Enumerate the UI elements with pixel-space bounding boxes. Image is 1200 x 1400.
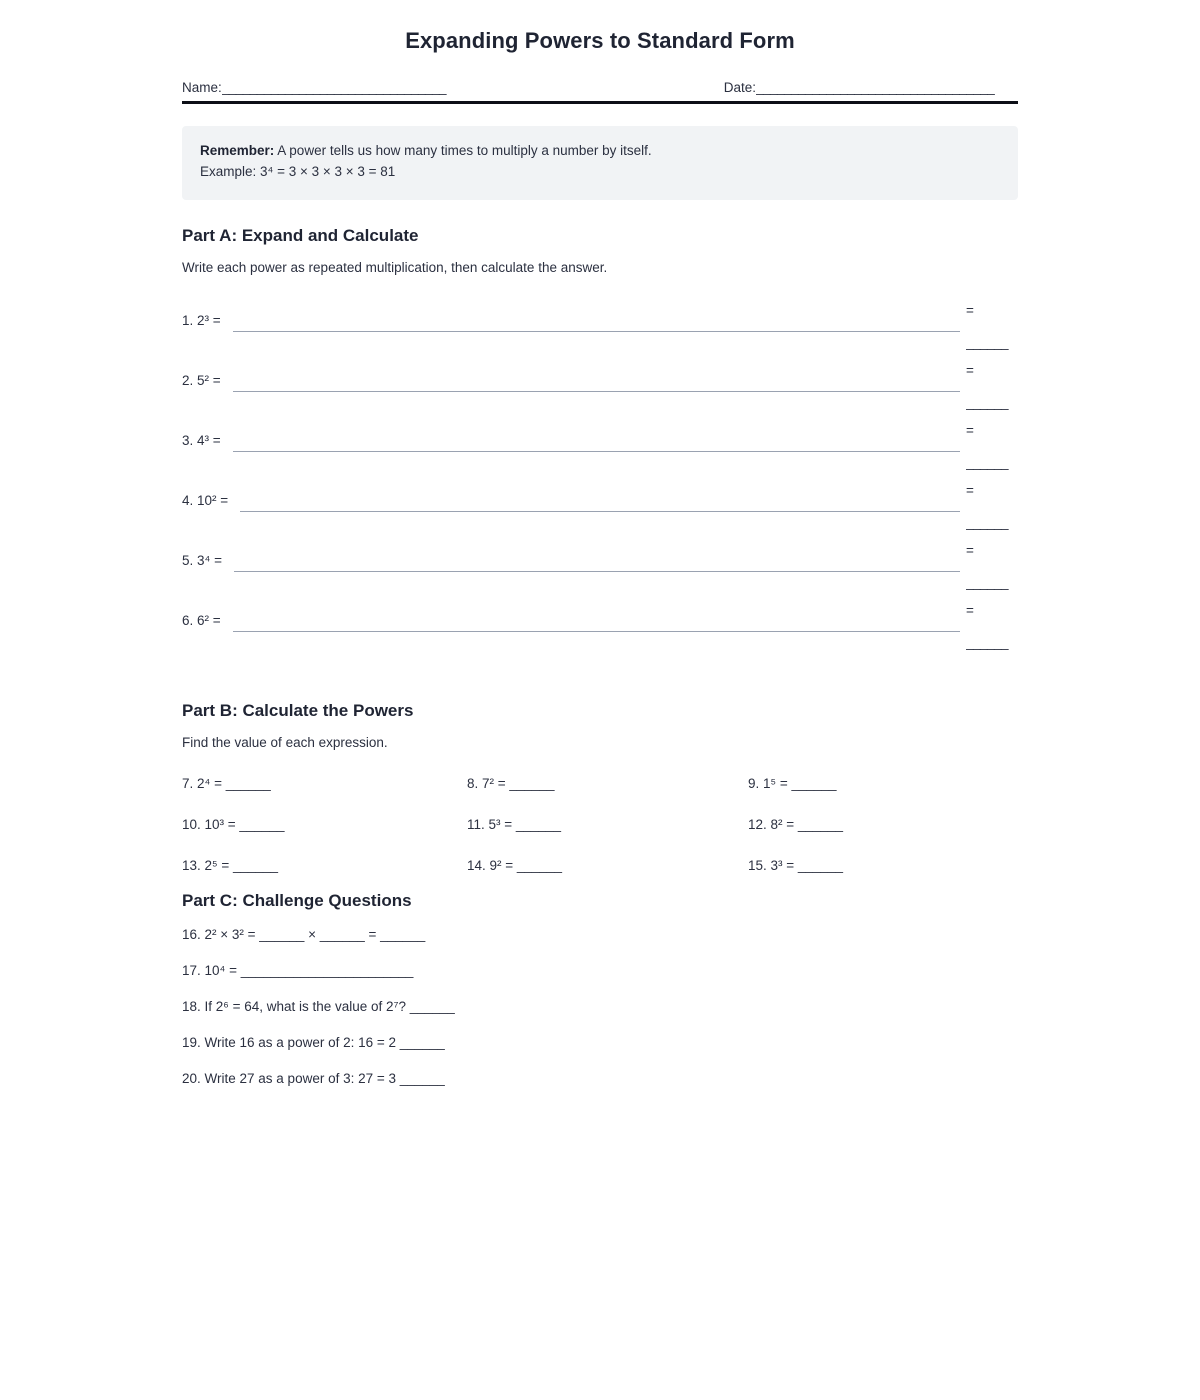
part-a-answer-blank[interactable]: ______ (966, 575, 1009, 591)
remember-callout (182, 126, 1018, 200)
part-a-heading: Part A: Expand and Calculate (182, 225, 419, 245)
name-write-in-blank[interactable]: ________________________________ (221, 80, 447, 95)
equals-sign: = (966, 482, 974, 498)
part-a-section (182, 226, 1018, 661)
worksheet-page (182, 0, 1018, 1086)
part-a-row (182, 541, 1018, 601)
part-b-item[interactable]: 9. 1⁵ = ______ (748, 775, 837, 791)
part-a-expansion-line[interactable] (234, 551, 960, 572)
part-b-section (182, 701, 1018, 873)
header-divider (182, 101, 1018, 104)
part-b-item[interactable]: 8. 7² = ______ (467, 775, 555, 791)
part-a-item-label: 5. 3⁴ = (182, 552, 222, 568)
remember-line (200, 141, 1000, 162)
part-b-item[interactable]: 11. 5³ = ______ (467, 816, 561, 832)
part-c-item[interactable]: 20. Write 27 as a power of 3: 27 = 3 ______ (182, 1070, 445, 1086)
part-a-expansion-line[interactable] (240, 491, 960, 512)
part-b-grid (182, 776, 1018, 873)
part-b-item[interactable]: 15. 3³ = ______ (748, 857, 843, 873)
equals-sign: = (966, 302, 974, 318)
part-a-expansion-line[interactable] (233, 431, 960, 452)
part-a-row (182, 361, 1018, 421)
date-write-in-blank[interactable]: __________________________________ (756, 80, 995, 95)
name-label: Name: (182, 80, 222, 95)
part-a-expansion-line[interactable] (233, 371, 960, 392)
part-a-answer-group (966, 601, 1018, 651)
part-a-answer-group (966, 361, 1018, 411)
part-c-list (182, 927, 1018, 1086)
part-b-item[interactable]: 10. 10³ = ______ (182, 816, 285, 832)
remember-lead: Remember: (200, 143, 275, 158)
part-a-row (182, 301, 1018, 361)
name-date-row (182, 80, 1018, 95)
part-a-answer-blank[interactable]: ______ (966, 395, 1009, 411)
part-b-item[interactable]: 12. 8² = ______ (748, 816, 843, 832)
part-c-item[interactable]: 16. 2² × 3² = ______ × ______ = ______ (182, 926, 426, 942)
part-a-item-label: 6. 6² = (182, 612, 221, 628)
part-a-answer-blank[interactable]: ______ (966, 635, 1009, 651)
part-b-item[interactable]: 7. 2⁴ = ______ (182, 775, 271, 791)
equals-sign: = (966, 362, 974, 378)
equals-sign: = (966, 422, 974, 438)
part-b-heading: Part B: Calculate the Powers (182, 700, 414, 720)
part-a-answer-group (966, 481, 1018, 531)
part-a-answer-group (966, 541, 1018, 591)
part-a-instructions: Write each power as repeated multiplication, then calculate the answer. (182, 259, 608, 275)
equals-sign: = (966, 602, 974, 618)
part-a-row (182, 421, 1018, 481)
remember-text: A power tells us how many times to multiply a number by itself. (274, 143, 652, 158)
part-a-item-label: 3. 4³ = (182, 432, 221, 448)
part-b-item[interactable]: 14. 9² = ______ (467, 857, 562, 873)
part-a-row (182, 481, 1018, 541)
part-c-item[interactable]: 19. Write 16 as a power of 2: 16 = 2 ______ (182, 1034, 445, 1050)
part-a-answer-blank[interactable]: ______ (966, 335, 1009, 351)
part-b-item[interactable]: 13. 2⁵ = ______ (182, 857, 279, 873)
part-a-expansion-line[interactable] (233, 311, 960, 332)
part-a-answer-group (966, 421, 1018, 471)
part-a-expansion-line[interactable] (233, 611, 960, 632)
page-title: Expanding Powers to Standard Form (405, 28, 795, 53)
part-a-row (182, 601, 1018, 661)
part-a-answer-group (966, 301, 1018, 351)
equals-sign: = (966, 542, 974, 558)
name-field-group (182, 80, 724, 95)
date-field-group (724, 80, 1018, 95)
date-label: Date: (723, 80, 756, 95)
part-c-section (182, 891, 1018, 1086)
part-a-item-label: 1. 2³ = (182, 312, 221, 328)
remember-example: Example: 3⁴ = 3 × 3 × 3 × 3 = 81 (200, 163, 396, 179)
part-c-heading: Part C: Challenge Questions (182, 890, 412, 910)
part-a-item-label: 2. 5² = (182, 372, 221, 388)
part-c-item[interactable]: 17. 10⁴ = _______________________ (182, 962, 414, 978)
part-a-answer-blank[interactable]: ______ (966, 455, 1009, 471)
part-b-instructions: Find the value of each expression. (182, 734, 388, 750)
part-a-answer-blank[interactable]: ______ (966, 515, 1009, 531)
part-a-item-label: 4. 10² = (182, 492, 229, 508)
part-c-item[interactable]: 18. If 2⁶ = 64, what is the value of 2⁷? ______ (182, 998, 455, 1014)
